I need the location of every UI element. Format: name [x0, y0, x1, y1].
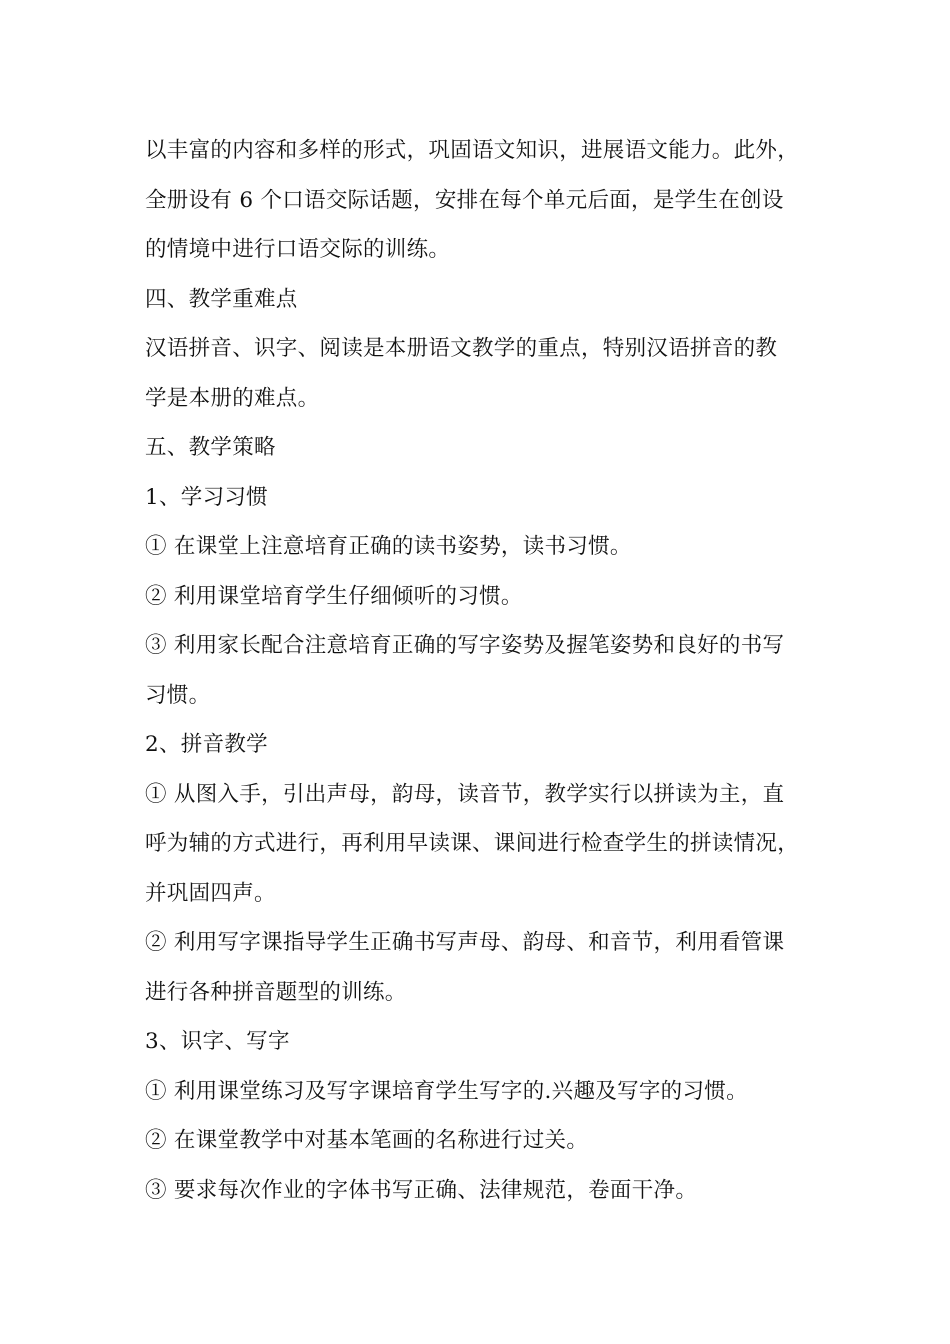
document-body [145, 126, 835, 1215]
subsection-heading: 2、拼音教学 [145, 732, 268, 757]
list-item-continuation: 呼为辅的方式进行，再利用早读课、课间进行检查学生的拼读情况， [145, 831, 800, 856]
list-item: ② 利用课堂培育学生仔细倾听的习惯。 [145, 583, 523, 609]
subsection-heading: 1、学习习惯 [145, 484, 268, 510]
paragraph-line: 以丰富的内容和多样的形式，巩固语文知识，进展语文能力。此外， [145, 138, 800, 163]
paragraph-line: 的情境中进行口语交际的训练。 [145, 237, 451, 262]
paragraph-line: 学是本册的难点。 [145, 385, 320, 411]
paragraph-line: 汉语拼音、识字、阅读是本册语文教学的重点，特别汉语拼音的教 [145, 336, 778, 361]
list-item-continuation: 习惯。 [145, 682, 211, 708]
subsection-heading: 3、识字、写字 [145, 1029, 290, 1054]
section-heading: 四、教学重难点 [145, 286, 298, 312]
list-item: ③ 要求每次作业的字体书写正确、法律规范，卷面干净。 [145, 1177, 698, 1203]
list-item-continuation: 进行各种拼音题型的训练。 [145, 979, 407, 1005]
list-item: ③ 利用家长配合注意培育正确的写字姿势及握笔姿势和良好的书写 [145, 633, 785, 658]
list-item: ① 从图入手，引出声母，韵母，读音节，教学实行以拼读为主，直 [145, 781, 785, 807]
list-item: ② 在课堂教学中对基本笔画的名称进行过关。 [145, 1128, 589, 1153]
list-item-continuation: 并巩固四声。 [145, 880, 276, 906]
list-item: ② 利用写字课指导学生正确书写声母、韵母、和音节，利用看管课 [145, 930, 785, 955]
list-item: ① 利用课堂练习及写字课培育学生写字的.兴趣及写字的习惯。 [145, 1078, 748, 1104]
section-heading: 五、教学策略 [145, 435, 276, 460]
list-item: ① 在课堂上注意培育正确的读书姿势，读书习惯。 [145, 534, 632, 559]
paragraph-line: 全册设有 6 个口语交际话题，安排在每个单元后面，是学生在创设 [145, 187, 784, 213]
